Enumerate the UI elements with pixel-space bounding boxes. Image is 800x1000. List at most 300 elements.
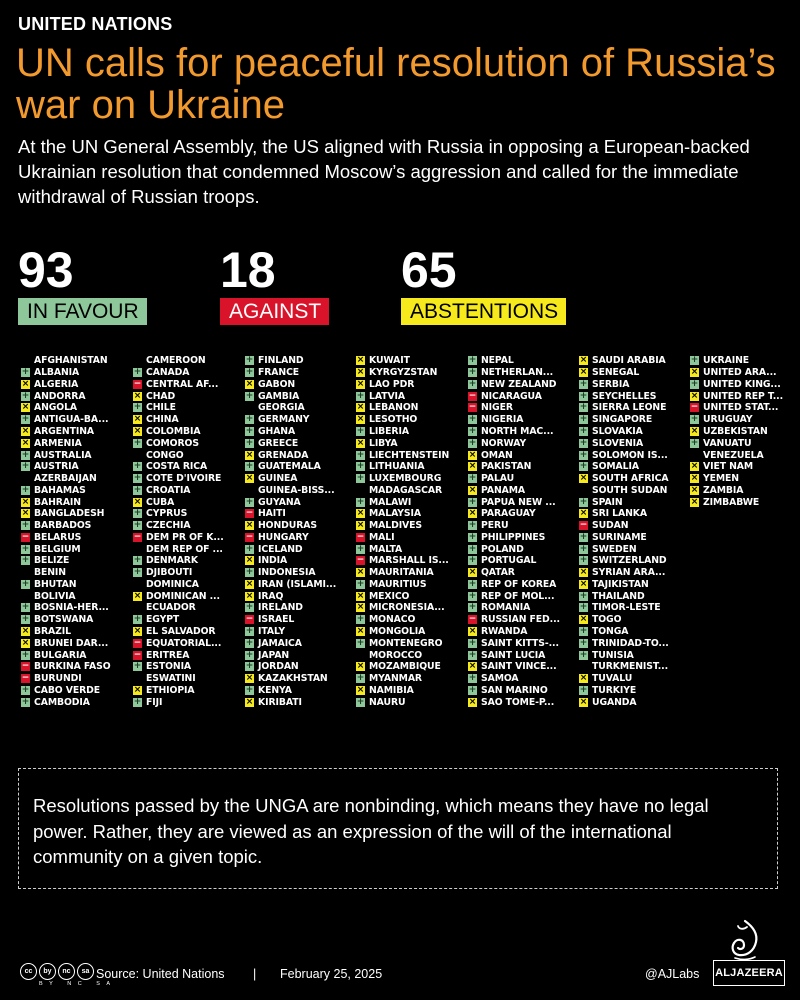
country-row: [354, 508, 466, 520]
country-row: [19, 496, 131, 508]
x-icon: ×: [468, 696, 477, 707]
x-icon: ×: [133, 425, 142, 436]
plus-icon: +: [356, 449, 365, 460]
x-icon: ×: [356, 402, 365, 413]
no-vote-marker: [245, 486, 254, 495]
country-name: SWITZERLAND: [592, 555, 667, 567]
x-icon: ×: [133, 390, 142, 401]
country-row: [243, 531, 355, 543]
country-row: [131, 437, 243, 449]
country-name: GABON: [258, 378, 296, 390]
country-name: BOLIVIA: [34, 590, 76, 602]
country-row: [19, 426, 131, 438]
vote-column: [688, 355, 800, 508]
country-name: MALAWI: [369, 496, 412, 508]
country-row: [466, 626, 578, 638]
x-icon: ×: [690, 484, 699, 495]
country-name: TAJIKISTAN: [592, 578, 649, 590]
plus-icon: +: [356, 543, 365, 554]
country-name: MALTA: [369, 543, 403, 555]
country-row: [577, 673, 689, 685]
country-name: ARGENTINA: [34, 425, 94, 437]
country-name: ESTONIA: [146, 661, 192, 673]
country-row: [466, 673, 578, 685]
vote-column: [577, 355, 689, 708]
country-name: SPAIN: [592, 496, 623, 508]
country-row: [354, 367, 466, 379]
minus-icon: −: [133, 637, 142, 648]
minus-icon: −: [468, 390, 477, 401]
country-name: MALDIVES: [369, 520, 422, 532]
plus-icon: +: [468, 673, 477, 684]
plus-icon: +: [133, 661, 142, 672]
x-icon: ×: [468, 625, 477, 636]
country-name: BRAZIL: [34, 625, 71, 637]
country-row: [577, 531, 689, 543]
cc-icon: cc: [20, 963, 37, 980]
plus-icon: +: [579, 625, 588, 636]
x-icon: ×: [690, 473, 699, 484]
x-icon: ×: [356, 520, 365, 531]
plus-icon: +: [21, 543, 30, 554]
country-row: [131, 637, 243, 649]
country-row: [19, 508, 131, 520]
country-name: GUYANA: [258, 496, 301, 508]
x-icon: ×: [356, 661, 365, 672]
country-name: SAINT LUCIA: [481, 649, 546, 661]
plus-icon: +: [245, 543, 254, 554]
x-icon: ×: [579, 367, 588, 378]
country-name: RWANDA: [481, 625, 528, 637]
country-name: POLAND: [481, 543, 524, 555]
country-name: GAMBIA: [258, 390, 300, 402]
country-name: BENIN: [34, 567, 66, 579]
country-name: ETHIOPIA: [146, 684, 195, 696]
country-name: PAPUA NEW ...: [481, 496, 556, 508]
country-row: [243, 426, 355, 438]
country-row: [19, 484, 131, 496]
country-name: TONGA: [592, 625, 629, 637]
country-name: PERU: [481, 520, 509, 532]
country-row: [354, 543, 466, 555]
country-name: MAURITANIA: [369, 567, 434, 579]
country-row: [354, 555, 466, 567]
minus-icon: −: [468, 614, 477, 625]
country-row: [577, 649, 689, 661]
date-text: February 25, 2025: [280, 967, 383, 981]
country-row: [688, 496, 800, 508]
country-name: MOROCCO: [369, 649, 423, 661]
country-row: [243, 449, 355, 461]
vote-column: [354, 355, 466, 708]
country-row: [354, 626, 466, 638]
plus-icon: +: [133, 484, 142, 495]
x-icon: ×: [356, 684, 365, 695]
x-icon: ×: [245, 578, 254, 589]
x-icon: ×: [356, 625, 365, 636]
country-name: COMOROS: [146, 437, 199, 449]
country-name: HONDURAS: [258, 520, 317, 532]
x-icon: ×: [21, 496, 30, 507]
country-name: SWEDEN: [592, 543, 637, 555]
x-icon: ×: [468, 449, 477, 460]
country-row: [354, 402, 466, 414]
country-row: [131, 626, 243, 638]
country-row: [131, 614, 243, 626]
country-row: [243, 461, 355, 473]
country-row: [688, 449, 800, 461]
country-row: [131, 555, 243, 567]
no-vote-marker: [133, 580, 142, 589]
country-name: UNITED ARA...: [703, 367, 777, 379]
country-name: CUBA: [146, 496, 175, 508]
country-name: GERMANY: [258, 414, 310, 426]
country-name: NORWAY: [481, 437, 527, 449]
country-name: BULGARIA: [34, 649, 87, 661]
country-row: [19, 602, 131, 614]
plus-icon: +: [356, 390, 365, 401]
country-name: REP OF KOREA: [481, 578, 557, 590]
country-row: [19, 414, 131, 426]
country-row: [466, 555, 578, 567]
country-name: EQUATORIAL...: [146, 637, 222, 649]
country-name: CZECHIA: [146, 520, 191, 532]
plus-icon: +: [579, 461, 588, 472]
x-icon: ×: [133, 590, 142, 601]
plus-icon: +: [356, 614, 365, 625]
country-name: COTE D'IVOIRE: [146, 473, 222, 485]
x-icon: ×: [133, 684, 142, 695]
country-row: [577, 602, 689, 614]
country-name: HUNGARY: [258, 531, 309, 543]
x-icon: ×: [21, 437, 30, 448]
plus-icon: +: [579, 378, 588, 389]
country-row: [354, 637, 466, 649]
country-row: [131, 449, 243, 461]
country-row: [688, 379, 800, 391]
country-name: JAMAICA: [258, 637, 302, 649]
x-icon: ×: [245, 449, 254, 460]
country-row: [243, 379, 355, 391]
sa-icon: sa: [77, 963, 94, 980]
no-vote-marker: [133, 451, 142, 460]
country-name: SOMALIA: [592, 461, 639, 473]
country-row: [577, 626, 689, 638]
country-name: DOMINICAN ...: [146, 590, 220, 602]
against-count: 18: [220, 242, 276, 298]
country-row: [354, 696, 466, 708]
country-row: [466, 649, 578, 661]
country-name: ECUADOR: [146, 602, 196, 614]
country-row: [131, 649, 243, 661]
country-row: [131, 579, 243, 591]
x-icon: ×: [245, 673, 254, 684]
plus-icon: +: [468, 684, 477, 695]
plus-icon: +: [468, 437, 477, 448]
x-icon: ×: [21, 508, 30, 519]
country-name: NAMIBIA: [369, 684, 414, 696]
minus-icon: −: [245, 614, 254, 625]
country-row: [688, 426, 800, 438]
no-vote-marker: [245, 403, 254, 412]
minus-icon: −: [356, 531, 365, 542]
country-row: [577, 379, 689, 391]
country-name: DJIBOUTI: [146, 567, 193, 579]
country-name: SAMOA: [481, 673, 519, 685]
plus-icon: +: [579, 414, 588, 425]
country-row: [19, 637, 131, 649]
plus-icon: +: [21, 684, 30, 695]
x-icon: ×: [245, 378, 254, 389]
country-row: [131, 543, 243, 555]
country-name: TURKIYE: [592, 684, 637, 696]
no-vote-marker: [356, 651, 365, 660]
note-text: Resolutions passed by the UNGA are nonbinding, which means they have no legal power. Rather, they are viewed as an expression of the will of the international community on a given topic.: [33, 795, 709, 867]
country-name: PORTUGAL: [481, 555, 537, 567]
country-name: SEYCHELLES: [592, 390, 657, 402]
country-row: [466, 684, 578, 696]
country-row: [243, 590, 355, 602]
country-row: [354, 579, 466, 591]
country-row: [243, 543, 355, 555]
country-name: UNITED REP T...: [703, 390, 784, 402]
country-row: [354, 473, 466, 485]
country-row: [243, 355, 355, 367]
country-row: [577, 473, 689, 485]
country-row: [577, 461, 689, 473]
x-icon: ×: [468, 567, 477, 578]
minus-icon: −: [245, 508, 254, 519]
country-name: MONGOLIA: [369, 625, 426, 637]
country-name: THAILAND: [592, 590, 645, 602]
country-name: LATVIA: [369, 390, 405, 402]
country-name: MOZAMBIQUE: [369, 661, 441, 673]
minus-icon: −: [133, 531, 142, 542]
plus-icon: +: [579, 496, 588, 507]
country-row: [19, 543, 131, 555]
country-row: [577, 355, 689, 367]
plus-icon: +: [21, 414, 30, 425]
country-row: [131, 602, 243, 614]
country-row: [577, 484, 689, 496]
country-row: [354, 355, 466, 367]
plus-icon: +: [468, 543, 477, 554]
x-icon: ×: [21, 625, 30, 636]
plus-icon: +: [245, 355, 254, 366]
country-row: [243, 696, 355, 708]
plus-icon: +: [579, 637, 588, 648]
country-name: FRANCE: [258, 367, 300, 379]
country-name: BURUNDI: [34, 673, 82, 685]
country-row: [243, 602, 355, 614]
country-name: AUSTRALIA: [34, 449, 92, 461]
x-icon: ×: [133, 625, 142, 636]
country-row: [466, 520, 578, 532]
no-vote-marker: [133, 356, 142, 365]
country-row: [688, 437, 800, 449]
country-row: [131, 426, 243, 438]
country-row: [19, 579, 131, 591]
x-icon: ×: [690, 496, 699, 507]
country-row: [131, 508, 243, 520]
country-row: [131, 461, 243, 473]
country-name: CHILE: [146, 402, 176, 414]
plus-icon: +: [468, 355, 477, 366]
country-name: SURINAME: [592, 531, 647, 543]
plus-icon: +: [245, 425, 254, 436]
country-row: [466, 531, 578, 543]
country-name: SLOVENIA: [592, 437, 644, 449]
x-icon: ×: [579, 473, 588, 484]
plus-icon: +: [21, 555, 30, 566]
x-icon: ×: [579, 567, 588, 578]
plus-icon: +: [468, 496, 477, 507]
footer-separator: |: [253, 967, 257, 981]
no-vote-marker: [21, 474, 30, 483]
country-name: HAITI: [258, 508, 286, 520]
country-name: COSTA RICA: [146, 461, 208, 473]
country-name: SERBIA: [592, 378, 630, 390]
favour-tally: [18, 244, 147, 325]
country-row: [577, 555, 689, 567]
country-row: [19, 473, 131, 485]
plus-icon: +: [133, 520, 142, 531]
country-row: [466, 437, 578, 449]
x-icon: ×: [21, 425, 30, 436]
country-name: SAN MARINO: [481, 684, 548, 696]
country-name: DOMINICA: [146, 578, 199, 590]
country-name: BELARUS: [34, 531, 82, 543]
country-row: [577, 567, 689, 579]
plus-icon: +: [468, 602, 477, 613]
country-row: [577, 402, 689, 414]
country-row: [131, 684, 243, 696]
country-name: BRUNEI DAR...: [34, 637, 109, 649]
minus-icon: −: [245, 531, 254, 542]
plus-icon: +: [356, 425, 365, 436]
country-row: [131, 355, 243, 367]
x-icon: ×: [579, 508, 588, 519]
country-name: BARBADOS: [34, 520, 92, 532]
country-row: [19, 379, 131, 391]
country-name: UNITED STAT...: [703, 402, 779, 414]
country-name: ANGOLA: [34, 402, 78, 414]
country-name: ZAMBIA: [703, 484, 744, 496]
country-row: [354, 484, 466, 496]
abstentions-label: ABSTENTIONS: [401, 298, 566, 325]
country-name: SYRIAN ARA...: [592, 567, 666, 579]
country-name: CONGO: [146, 449, 184, 461]
plus-icon: +: [21, 614, 30, 625]
x-icon: ×: [356, 590, 365, 601]
country-name: PANAMA: [481, 484, 525, 496]
country-row: [466, 496, 578, 508]
country-row: [243, 673, 355, 685]
plus-icon: +: [245, 625, 254, 636]
plus-icon: +: [245, 637, 254, 648]
x-icon: ×: [356, 367, 365, 378]
country-name: EL SALVADOR: [146, 625, 216, 637]
country-row: [466, 426, 578, 438]
minus-icon: −: [468, 402, 477, 413]
country-row: [577, 614, 689, 626]
country-name: ALBANIA: [34, 367, 80, 379]
x-icon: ×: [21, 378, 30, 389]
country-row: [354, 437, 466, 449]
x-icon: ×: [690, 390, 699, 401]
country-row: [19, 626, 131, 638]
country-row: [466, 402, 578, 414]
x-icon: ×: [690, 367, 699, 378]
country-row: [243, 508, 355, 520]
country-name: PARAGUAY: [481, 508, 536, 520]
country-row: [19, 461, 131, 473]
plus-icon: +: [468, 590, 477, 601]
x-icon: ×: [579, 614, 588, 625]
plus-icon: +: [245, 414, 254, 425]
country-name: MADAGASCAR: [369, 484, 443, 496]
x-icon: ×: [690, 425, 699, 436]
plus-icon: +: [579, 531, 588, 542]
country-row: [243, 684, 355, 696]
plus-icon: +: [133, 508, 142, 519]
plus-icon: +: [468, 520, 477, 531]
nc-icon: nc: [58, 963, 75, 980]
country-row: [577, 449, 689, 461]
country-row: [466, 355, 578, 367]
country-row: [19, 367, 131, 379]
country-name: LEBANON: [369, 402, 419, 414]
license-icon: [20, 963, 94, 980]
country-name: GUINEA: [258, 473, 298, 485]
plus-icon: +: [356, 673, 365, 684]
country-name: BANGLADESH: [34, 508, 105, 520]
country-row: [131, 661, 243, 673]
country-row: [243, 661, 355, 673]
country-name: CROATIA: [146, 484, 191, 496]
country-name: SAO TOME-P...: [481, 696, 555, 708]
country-row: [577, 637, 689, 649]
x-icon: ×: [579, 696, 588, 707]
country-name: OMAN: [481, 449, 513, 461]
abstentions-tally: [401, 244, 566, 325]
x-icon: ×: [133, 496, 142, 507]
country-name: YEMEN: [703, 473, 739, 485]
country-row: [19, 402, 131, 414]
country-name: EGYPT: [146, 614, 180, 626]
country-name: GUATEMALA: [258, 461, 321, 473]
note-box: [18, 768, 778, 889]
x-icon: ×: [356, 378, 365, 389]
against-label: AGAINST: [220, 298, 329, 325]
country-row: [243, 402, 355, 414]
country-name: SRI LANKA: [592, 508, 647, 520]
country-row: [243, 626, 355, 638]
country-name: LESOTHO: [369, 414, 418, 426]
plus-icon: +: [579, 543, 588, 554]
vote-column: [131, 355, 243, 708]
country-name: MALI: [369, 531, 395, 543]
country-row: [466, 367, 578, 379]
country-row: [577, 696, 689, 708]
country-row: [243, 473, 355, 485]
country-name: DEM PR OF K...: [146, 531, 224, 543]
country-row: [19, 437, 131, 449]
country-name: QATAR: [481, 567, 515, 579]
vote-column: [19, 355, 131, 708]
plus-icon: +: [21, 520, 30, 531]
country-name: IRELAND: [258, 602, 303, 614]
